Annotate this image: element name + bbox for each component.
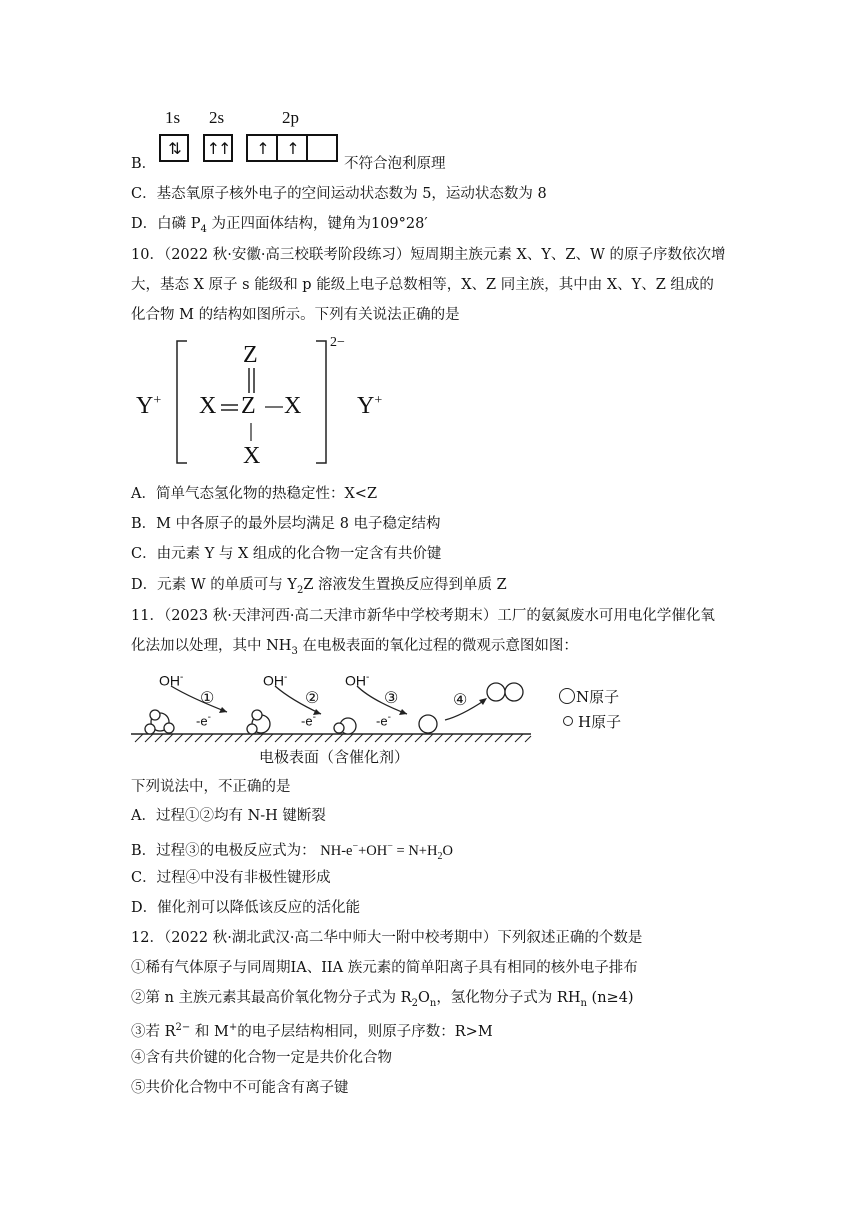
q11-lead: 下列说法中，不正确的是 [131, 779, 291, 795]
electrode-surface-label: 电极表面（含催化剂） [259, 748, 410, 766]
q9-option-d: D．白磷 $P_4$ 为正四面体结构，键角为109°28′ [131, 216, 428, 235]
orbital-cell: ↑ [248, 136, 278, 160]
orbital-box-1s [159, 134, 189, 162]
orbital-label-2s: 2s [209, 108, 225, 127]
q12-statement-3: ③若 $R^{2-}$ 和 M+的电子层结构相同，则原子序数：R>M [131, 1022, 493, 1040]
q12-statement-5: ⑤共价化合物中不可能含有离子键 [131, 1080, 349, 1096]
q10-option-b: B．M 中各原子的最外层均满足 8 电子稳定结构 [131, 516, 441, 532]
orbital-box-2p [246, 134, 338, 162]
oh-label-2: OH- [263, 672, 288, 689]
legend-n-label: N原子 [576, 688, 620, 706]
orbital-cell [308, 136, 336, 160]
legend-n-circle [559, 688, 575, 704]
struct-top-atom: Z [243, 342, 258, 368]
q12-statement-2: ②第 n 主族元素其最高价氧化物分子式为 $R_2O_n$，氢化物分子式为 $RH_n$ (n≥4) [131, 990, 634, 1009]
electron-label-1: -e- [196, 712, 211, 729]
orbital-label-2p: 2p [282, 108, 299, 127]
struct-charge: 2− [330, 335, 345, 350]
q10-option-c: C．由元素 Y 与 X 组成的化合物一定含有共价键 [131, 546, 442, 562]
step-1: ① [200, 688, 215, 707]
legend-h-circle [563, 716, 573, 726]
q11-stem-line2: 化法加以处理，其中 $NH_3$ 在电极表面的氧化过程的微观示意图如图： [131, 638, 578, 657]
electrode-diagram [131, 668, 651, 770]
step-3: ③ [384, 688, 399, 707]
q9-option-b-label: B． [131, 156, 157, 172]
structure-diagram [131, 335, 411, 475]
q12-statement-1: ①稀有气体原子与同周期IA、IIA 族元素的简单阳离子具有相同的核外电子排布 [131, 960, 638, 976]
struct-right-atom: X [284, 393, 302, 419]
struct-bottom-atom: X [243, 443, 261, 469]
orbital-label-1s: 1s [165, 108, 181, 127]
q10-stem-line2: 大，基态 X 原子 s 能级和 p 能级上电子总数相等，X、Z 同主族，其中由 X、Y、Z 组成的 [131, 277, 714, 293]
step-4: ④ [453, 690, 468, 709]
cation-right: Y+ [357, 393, 383, 419]
q10-option-d: D．元素 W 的单质可与 $Y_2Z$ 溶液发生置换反应得到单质 Z [131, 577, 507, 596]
struct-center-atom: Z [241, 393, 256, 419]
q9-option-c: C．基态氧原子核外电子的空间运动状态数为 5，运动状态数为 8 [131, 186, 547, 202]
legend-h-label: H原子 [578, 713, 622, 731]
step-2: ② [305, 688, 320, 707]
q12-stem: 12．（2022 秋·湖北武汉·高二华中师大一附中校考期中）下列叙述正确的个数是 [131, 930, 643, 946]
q12-statement-4: ④含有共价键的化合物一定是共价化合物 [131, 1050, 392, 1066]
oh-label-3: OH- [345, 672, 370, 689]
q9-option-b-note: 不符合泡利原理 [344, 156, 446, 172]
q10-stem-line1: 10．（2022 秋·安徽·高三校联考阶段练习）短周期主族元素 X、Y、Z、W 的原子序数依次增 [131, 247, 726, 263]
electron-label-3: -e- [376, 712, 391, 729]
q11-option-d: D．催化剂可以降低该反应的活化能 [131, 900, 361, 916]
q10-option-a: A．简单气态氢化物的热稳定性：X<Z [131, 486, 378, 502]
q11-stem-line1: 11．（2023 秋·天津河西·高二天津市新华中学校考期末）工厂的氨氮废水可用电化学催化氧 [131, 608, 715, 624]
orbital-box-2s [203, 134, 233, 162]
q11-option-a: A．过程①②均有 N-H 键断裂 [131, 808, 326, 824]
q11-option-b: B．过程③的电极反应式为： $NH-e^-+OH^- = N+H_2O$ [131, 841, 453, 862]
electron-label-2: -e- [301, 712, 316, 729]
oh-label-1: OH- [159, 672, 184, 689]
struct-left-atom: X [199, 393, 217, 419]
cation-left: Y+ [136, 393, 162, 419]
orbital-cell: ⇅ [168, 138, 180, 158]
q11-option-c: C．过程④中没有非极性键形成 [131, 870, 331, 886]
orbital-cell: ↑ [278, 136, 308, 160]
orbital-cell: ↑↑ [206, 138, 230, 158]
q10-stem-line3: 化合物 M 的结构如图所示。下列有关说法正确的是 [131, 307, 460, 323]
